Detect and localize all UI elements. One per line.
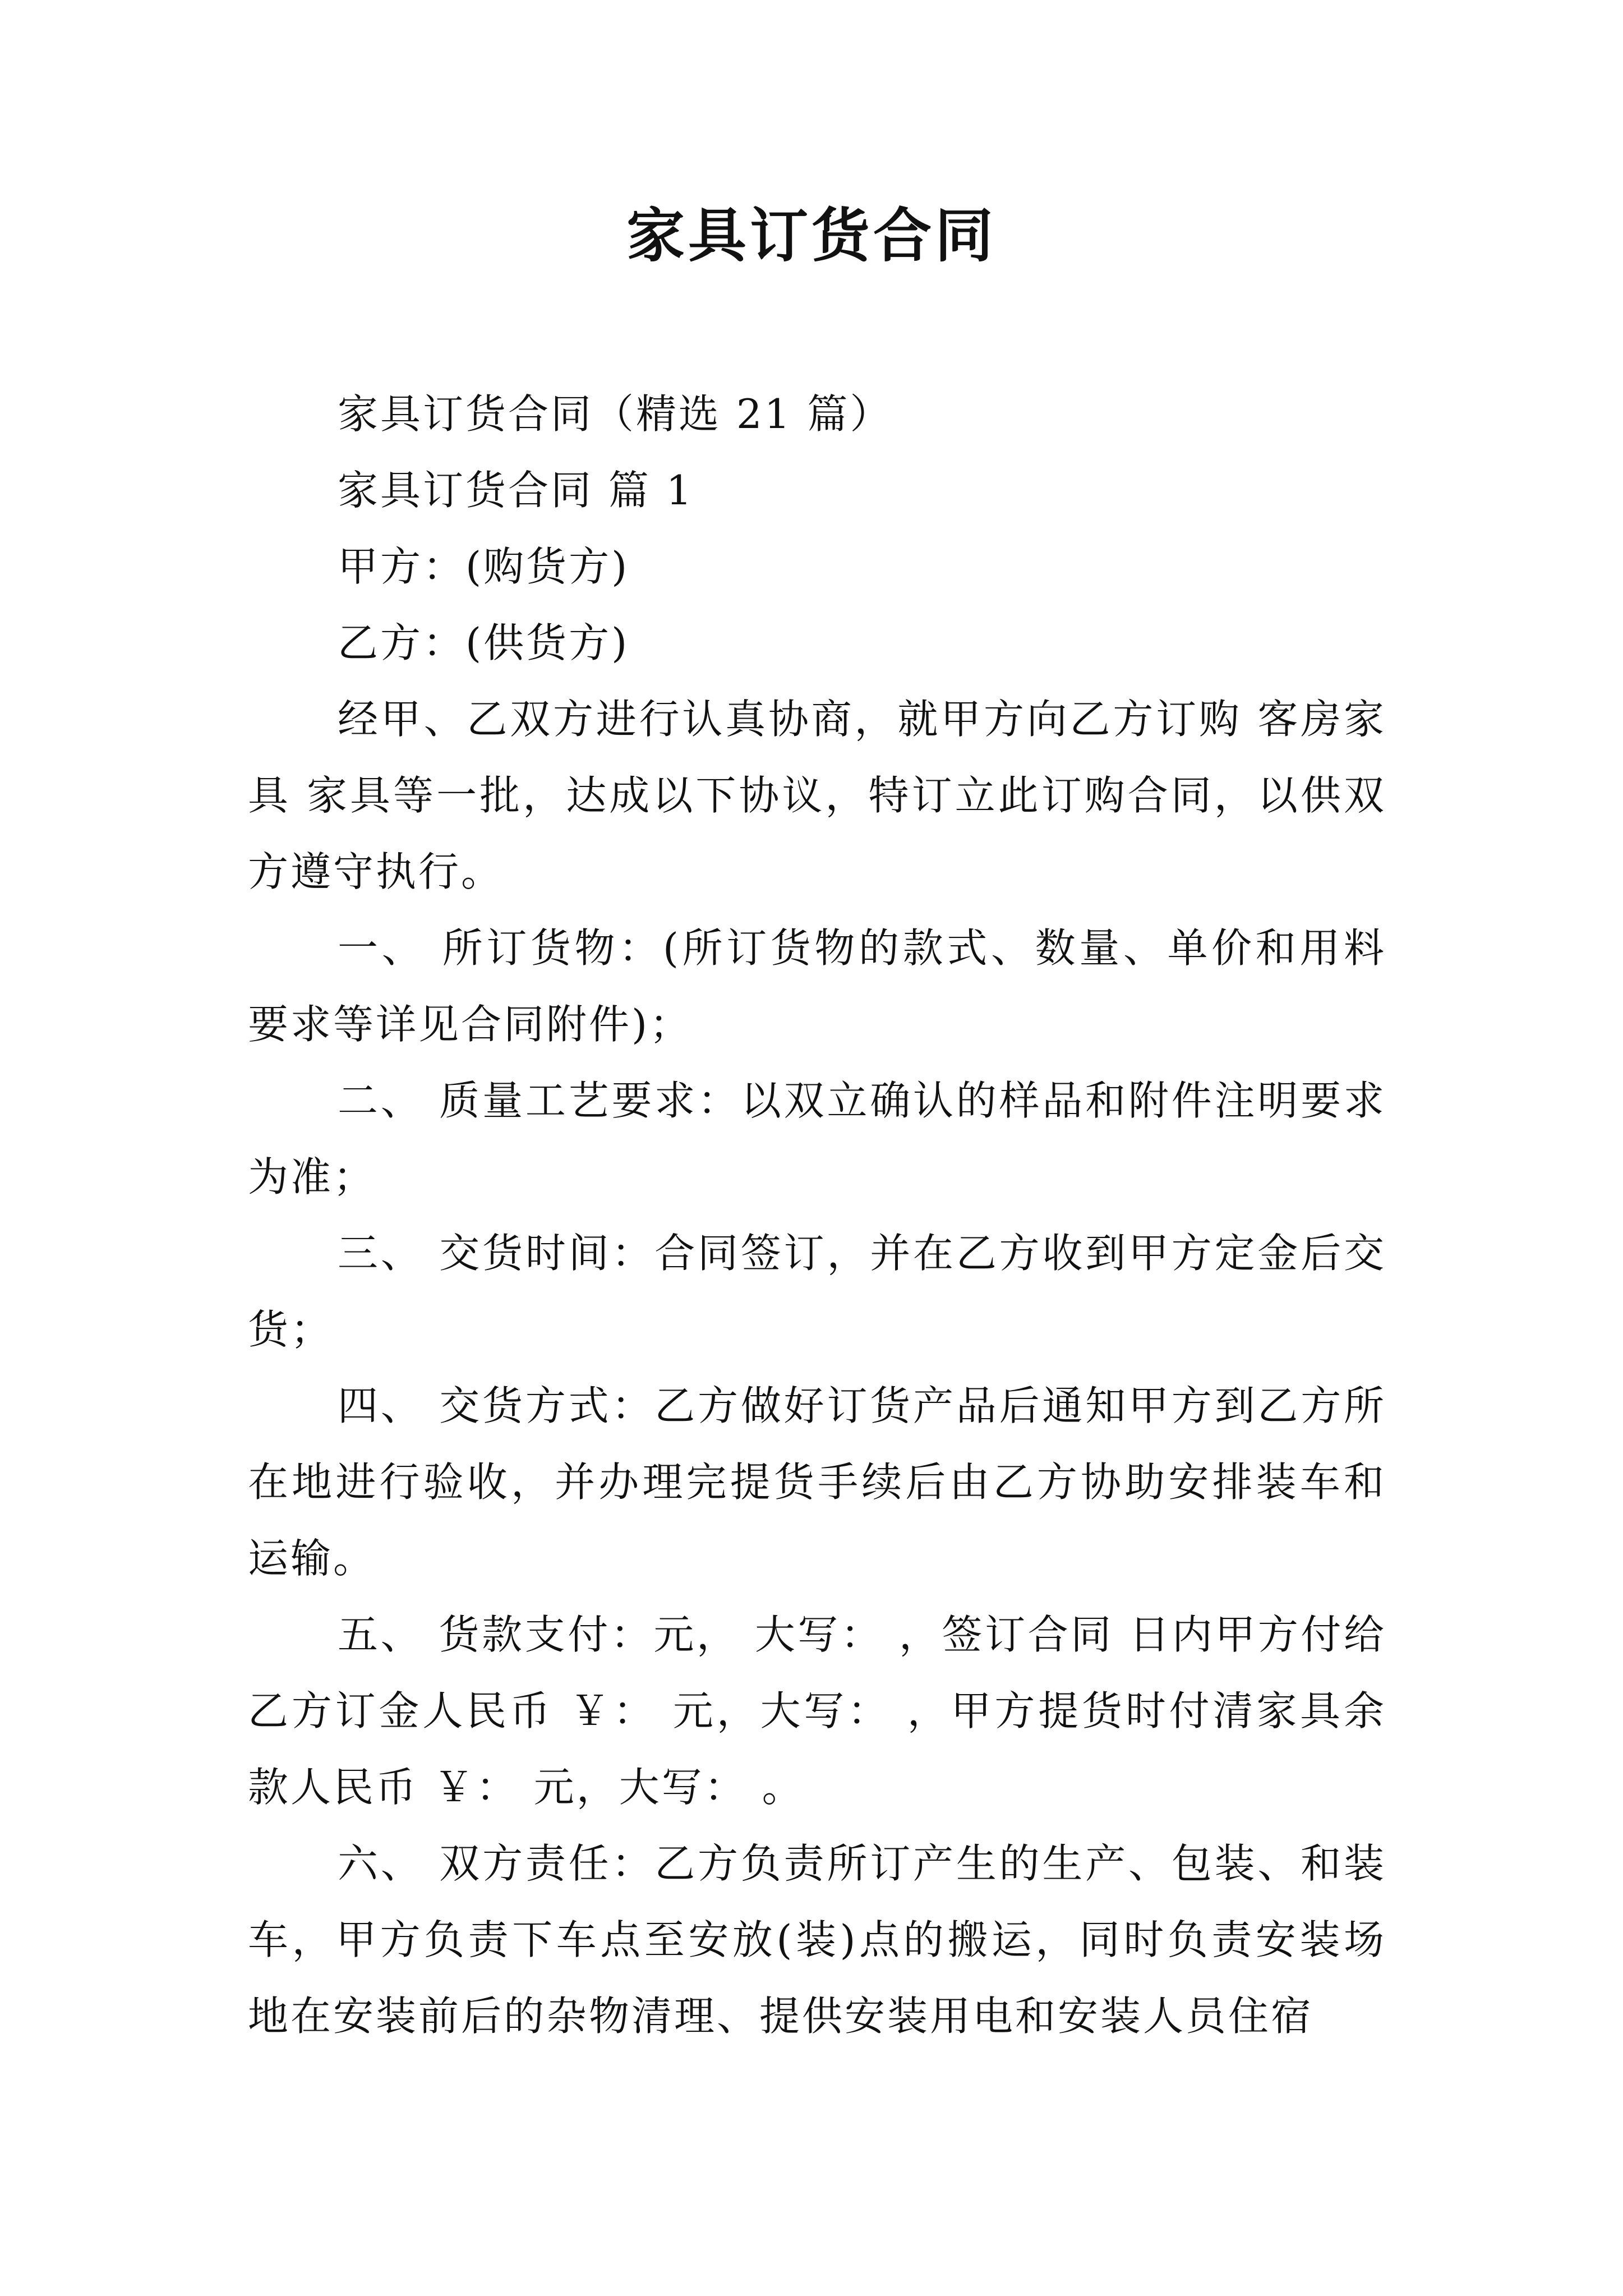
paragraph-section-heading: 家具订货合同 篇 1 bbox=[338, 467, 694, 514]
document-body bbox=[248, 376, 1386, 2054]
clause-3-delivery-time: 三、 交货时间：合同签订，并在乙方收到甲方定金后交货； bbox=[248, 1230, 1386, 1353]
paragraph-subtitle: 家具订货合同（精选 21 篇） bbox=[338, 390, 893, 438]
document-title: 家具订货合同 bbox=[626, 201, 997, 270]
paragraph-party-b: 乙方：(供货方) bbox=[338, 619, 630, 666]
clause-4-delivery-method: 四、 交货方式：乙方做好订货产品后通知甲方到乙方所在地进行验收，并办理完提货手续后由乙方协助安排装车和运输。 bbox=[248, 1382, 1386, 1582]
clause-6-responsibilities: 六、 双方责任：乙方负责所订产生的生产、包装、和装车，甲方负责下车点至安放(装)点的搬运，同时负责安装场地在安装前后的杂物清理、提供安装用电和安装人员住宿 bbox=[248, 1840, 1386, 2040]
paragraph-party-a: 甲方：(购货方) bbox=[338, 543, 630, 590]
clause-2-quality: 二、 质量工艺要求：以双立确认的样品和附件注明要求为准； bbox=[248, 1077, 1386, 1200]
clause-5-payment: 五、 货款支付：元， 大写： ，签订合同 日内甲方付给乙方订金人民币 ￥： 元，大写： ，甲方提货时付清家具余款人民币 ￥： 元，大写： 。 bbox=[248, 1611, 1386, 1811]
paragraph-preamble: 经甲、乙双方进行认真协商，就甲方向乙方订购 客房家具 家具等一批，达成以下协议，特订立此订购合同，以供双方遵守执行。 bbox=[248, 696, 1386, 895]
clause-1-goods: 一、 所订货物：(所订货物的款式、数量、单价和用料要求等详见合同附件)； bbox=[248, 924, 1386, 1048]
